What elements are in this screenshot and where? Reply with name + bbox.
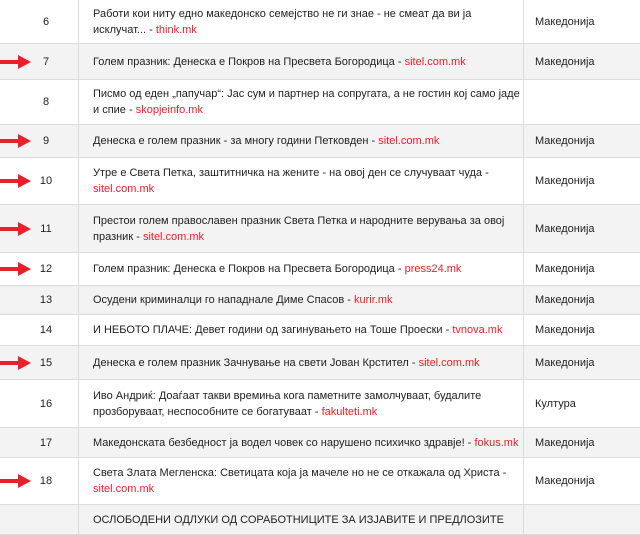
table-row — [0, 158, 640, 205]
row-number: 6 — [42, 15, 50, 28]
row-number: 9 — [42, 135, 50, 147]
news-title[interactable] — [93, 54, 523, 70]
news-title-text[interactable]: Престои голем православен празник Света Петка и народните верувања за овој празник - — [93, 214, 505, 243]
news-title[interactable] — [93, 355, 523, 371]
column-divider — [523, 428, 524, 457]
table-row — [0, 125, 640, 158]
news-title-text[interactable]: Утре е Света Петка, заштитничка на жените - на овој ден се случуваат чуда - — [93, 167, 489, 179]
row-number: 10 — [39, 175, 53, 187]
column-divider — [78, 253, 79, 285]
source-link[interactable]: sitel.com.mk — [404, 55, 466, 68]
column-divider — [523, 253, 524, 285]
source-link[interactable]: fakulteti.mk — [321, 405, 378, 418]
column-divider — [78, 80, 79, 124]
category-label: Македонија — [535, 135, 595, 147]
column-divider — [523, 380, 524, 427]
row-number: 18 — [39, 475, 53, 487]
source-link[interactable]: skopjeinfo.mk — [135, 104, 203, 116]
column-divider — [523, 158, 524, 204]
row-number: 7 — [42, 55, 50, 68]
category-label: Македонија — [535, 263, 595, 275]
column-divider — [78, 286, 79, 314]
table-row — [0, 0, 640, 44]
category-label: Македонија — [535, 55, 595, 68]
source-link[interactable]: kurir.mk — [354, 294, 393, 306]
category-label: Македонија — [535, 475, 595, 487]
category-label: Култура — [535, 397, 576, 410]
row-number: 11 — [40, 222, 52, 235]
news-title-text[interactable]: Голем празник: Денеска е Покров на Пресвета Богородица - — [93, 263, 402, 275]
news-title[interactable] — [93, 322, 523, 338]
table-row — [0, 286, 640, 315]
column-divider — [523, 80, 524, 124]
news-title[interactable] — [93, 86, 523, 118]
source-link[interactable]: fokus.mk — [474, 436, 519, 449]
column-divider — [78, 0, 79, 43]
news-title-text[interactable]: Писмо од еден „папучар“: Јас сум и партнер на сопругата, а не гостин кој само јаде и спие - — [93, 88, 520, 116]
news-title-text[interactable]: И НЕБОТО ПЛАЧЕ: Девет години од загинувањето на Тоше Проески - — [93, 324, 450, 336]
news-title[interactable] — [93, 213, 523, 245]
column-divider — [523, 44, 524, 79]
column-divider — [523, 505, 524, 534]
news-title[interactable] — [93, 6, 523, 38]
table-row — [0, 205, 640, 253]
news-title[interactable] — [93, 292, 523, 308]
row-number: 8 — [42, 96, 50, 108]
source-link[interactable]: sitel.com.mk — [93, 183, 155, 195]
news-title-text[interactable]: Работи кои ниту едно македонско семејство не ги знае - не смеат да ви ја исклучат... - — [93, 7, 472, 36]
news-title[interactable] — [93, 261, 523, 277]
news-title[interactable] — [93, 165, 523, 197]
source-link[interactable]: think.mk — [155, 23, 197, 36]
news-title-text[interactable]: Голем празник: Денеска е Покров на Пресвета Богородица - — [93, 55, 402, 68]
news-title-text[interactable]: Иво Андриќ: Доаѓаат такви времиња кога паметните замолчуваат, будалите прозборуваат, неспособните се богатуваат - — [93, 389, 482, 418]
row-number: 12 — [39, 263, 53, 275]
column-divider — [78, 380, 79, 427]
table-row — [0, 44, 640, 80]
news-title[interactable] — [93, 465, 523, 497]
column-divider — [78, 205, 79, 252]
table-row — [0, 80, 640, 125]
source-link[interactable]: sitel.com.mk — [378, 135, 440, 147]
column-divider — [523, 346, 524, 379]
source-link[interactable]: sitel.com.mk — [142, 230, 205, 243]
column-divider — [78, 428, 79, 457]
table-row — [0, 380, 640, 428]
column-divider — [78, 125, 79, 157]
table-row — [0, 458, 640, 505]
news-title[interactable] — [93, 133, 523, 149]
news-title-text[interactable]: ОСЛОБОДЕНИ ОДЛУКИ ОД СОРАБОТНИЦИТЕ ЗА ИЗЈАВИТЕ И ПРЕДЛОЗИТЕ — [93, 513, 504, 526]
news-title[interactable] — [93, 435, 523, 451]
news-title-text[interactable]: Македонската безбедност ја водел човек со нарушено психичко здравје! - — [93, 436, 472, 449]
row-number: 17 — [39, 436, 53, 449]
category-label: Македонија — [535, 175, 595, 187]
table-row — [0, 346, 640, 380]
category-label: Македонија — [535, 356, 595, 369]
table-row — [0, 253, 640, 286]
column-divider — [78, 505, 79, 534]
news-title[interactable] — [93, 388, 523, 420]
source-link[interactable]: sitel.com.mk — [418, 356, 480, 369]
column-divider — [78, 315, 79, 345]
source-link[interactable]: sitel.com.mk — [93, 483, 155, 495]
news-title-text[interactable]: Света Злата Мегленска: Светицата која ја мачеле но не се откажала од Христа - — [93, 467, 507, 479]
news-title-text[interactable]: Денеска е голем празник - за многу години Петковден - — [93, 135, 376, 147]
column-divider — [523, 458, 524, 504]
source-link[interactable]: tvnova.mk — [452, 324, 503, 336]
category-label: Македонија — [535, 15, 595, 28]
news-title[interactable] — [93, 512, 523, 528]
column-divider — [78, 44, 79, 79]
table-row — [0, 315, 640, 346]
source-link[interactable]: press24.mk — [404, 263, 462, 275]
news-title-text[interactable]: Осудени криминалци го нападнале Диме Спасов - — [93, 294, 351, 306]
column-divider — [523, 0, 524, 43]
row-number: 13 — [39, 294, 53, 306]
category-label: Македонија — [535, 324, 595, 336]
row-number: 16 — [39, 397, 53, 410]
column-divider — [523, 315, 524, 345]
category-label: Македонија — [535, 222, 595, 235]
column-divider — [523, 286, 524, 314]
row-number: 15 — [39, 356, 53, 369]
table-row — [0, 428, 640, 458]
column-divider — [523, 205, 524, 252]
column-divider — [78, 346, 79, 379]
row-number: 14 — [39, 324, 53, 336]
category-label: Македонија — [535, 436, 595, 449]
news-title-text[interactable]: Денеска е голем празник Зачнување на свети Јован Крстител - — [93, 356, 416, 369]
column-divider — [78, 158, 79, 204]
column-divider — [78, 458, 79, 504]
category-label: Македонија — [535, 294, 595, 306]
column-divider — [523, 125, 524, 157]
table-row — [0, 505, 640, 535]
